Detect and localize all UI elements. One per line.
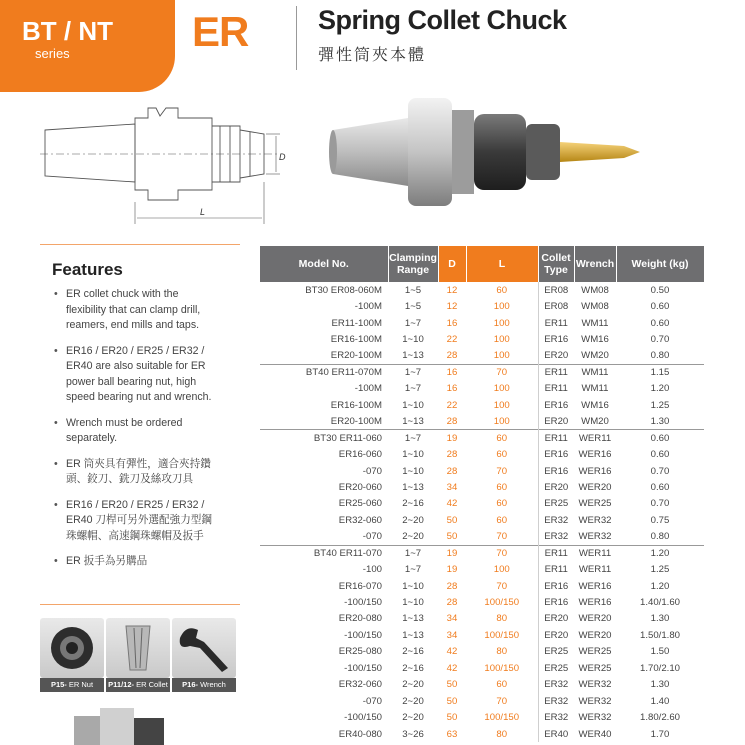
table-cell: 0.80 xyxy=(650,531,670,543)
feature-list xyxy=(52,287,237,580)
table-cell: 2~16 xyxy=(402,646,424,658)
table-cell: WER32 xyxy=(578,531,612,543)
table-cell: WER20 xyxy=(578,481,612,493)
table-cell: -100/150 xyxy=(344,662,382,674)
table-cell: ER25-080 xyxy=(338,646,382,658)
table-cell: 1~13 xyxy=(402,629,424,641)
accessory-wrench[interactable] xyxy=(172,618,236,694)
table-cell: 60 xyxy=(496,514,508,526)
table-row xyxy=(260,331,704,347)
accessory-er-nut[interactable] xyxy=(40,618,104,694)
table-cell: 1~10 xyxy=(402,399,424,411)
technical-drawing xyxy=(40,102,290,230)
table-cell: 1~7 xyxy=(404,383,422,395)
table-cell: 1.25 xyxy=(650,399,670,411)
table-cell: 70 xyxy=(466,545,538,561)
table-cell: ER08 xyxy=(538,298,574,314)
table-row xyxy=(260,381,704,397)
table-cell: -100/150 xyxy=(344,712,382,724)
table-cell: 50 xyxy=(446,531,458,543)
table-cell: ER16 xyxy=(538,397,574,413)
table-body xyxy=(260,282,704,742)
table-cell: ER32-060 xyxy=(338,514,382,526)
table-row xyxy=(260,430,704,446)
er-collet-image xyxy=(106,618,170,678)
table-row xyxy=(260,594,704,610)
table-cell: -100M xyxy=(354,383,382,395)
table-cell: ER16-060 xyxy=(338,449,382,461)
table-cell: ER16-100M xyxy=(330,334,382,346)
dimension-l-label: L xyxy=(200,207,206,217)
table-cell: 16 xyxy=(446,317,458,329)
table-cell: 2~16 xyxy=(402,498,424,510)
table-cell: -100/150 xyxy=(344,597,382,609)
table-cell: WER25 xyxy=(578,498,612,510)
accessory-er-collet[interactable] xyxy=(106,618,170,694)
table-cell: 28 xyxy=(446,597,458,609)
table-cell: ER16-100M xyxy=(330,399,382,411)
table-cell: 0.50 xyxy=(650,284,670,296)
page-title-chinese: 彈性筒夾本體 xyxy=(318,47,427,64)
table-cell: 1~5 xyxy=(404,284,422,296)
table-row xyxy=(260,512,704,528)
table-cell: WER11 xyxy=(578,564,612,576)
table-cell: 28 xyxy=(446,449,458,461)
table-row xyxy=(260,397,704,413)
table-row xyxy=(260,414,704,430)
wrench-image xyxy=(172,618,236,678)
table-cell: 0.60 xyxy=(616,430,704,446)
feature-item: • ER 扳手為另購品 xyxy=(52,554,237,570)
table-row xyxy=(260,315,704,331)
table-cell: WER16 xyxy=(578,580,612,592)
table-cell: ER11-100M xyxy=(331,317,382,329)
table-cell: 100 xyxy=(493,564,510,576)
table-cell: 0.75 xyxy=(650,514,670,526)
table-cell: 70 xyxy=(466,364,538,380)
table-row xyxy=(260,677,704,693)
table-cell: 1~13 xyxy=(402,613,424,625)
table-cell: ER32 xyxy=(538,693,574,709)
table-cell: 50 xyxy=(446,695,458,707)
table-cell: 16 xyxy=(446,383,458,395)
table-row xyxy=(260,726,704,742)
column-header: Weight (kg) xyxy=(616,246,704,282)
table-cell: 28 xyxy=(446,580,458,592)
table-cell: 100/150 xyxy=(484,712,520,724)
table-row xyxy=(260,709,704,725)
table-header-row xyxy=(260,246,704,282)
table-cell: 100/150 xyxy=(484,597,520,609)
table-cell: WM08 xyxy=(581,301,609,313)
table-cell: 2~20 xyxy=(402,679,424,691)
table-cell: ER32 xyxy=(538,512,574,528)
table-cell: 100/150 xyxy=(484,629,520,641)
table-cell: 0.60 xyxy=(650,301,670,313)
table-cell: 100 xyxy=(493,383,510,395)
table-cell: 1.20 xyxy=(650,580,670,592)
table-cell: 1~7 xyxy=(388,364,438,380)
table-row xyxy=(260,561,704,577)
table-cell: 1~10 xyxy=(402,334,424,346)
column-header: Collet Type xyxy=(538,246,574,282)
table-cell: 1.20 xyxy=(650,383,670,395)
table-cell: ER08 xyxy=(538,282,574,298)
table-cell: -070 xyxy=(362,531,382,543)
table-cell: 3~26 xyxy=(402,728,424,740)
table-cell: WM16 xyxy=(581,334,609,346)
table-cell: 2~20 xyxy=(402,531,424,543)
table-cell: 19 xyxy=(446,564,458,576)
table-cell: WER25 xyxy=(578,646,612,658)
table-cell: BT30 ER11-060 xyxy=(260,430,388,446)
table-cell: ER11 xyxy=(538,545,574,561)
table-cell: 1.70 xyxy=(650,728,670,740)
table-cell: 2~20 xyxy=(402,695,424,707)
table-cell: ER40 xyxy=(538,726,574,742)
table-cell: 1~10 xyxy=(402,449,424,461)
table-cell: WER25 xyxy=(578,662,612,674)
table-cell: 0.70 xyxy=(650,334,670,346)
table-cell: ER20-100M xyxy=(330,350,382,362)
table-cell: 1~13 xyxy=(402,481,424,493)
table-cell: 28 xyxy=(446,465,458,477)
table-cell: 60 xyxy=(496,284,508,296)
product-photo xyxy=(328,90,646,212)
table-cell: 0.70 xyxy=(650,498,670,510)
table-cell: 100 xyxy=(493,301,510,313)
table-cell: 28 xyxy=(446,415,458,427)
table-cell: 70 xyxy=(496,531,508,543)
table-row xyxy=(260,611,704,627)
dimension-d-label: D xyxy=(279,152,286,162)
table-row xyxy=(260,298,704,314)
table-cell: ER16-070 xyxy=(338,580,382,592)
table-cell: ER11 xyxy=(538,561,574,577)
table-row xyxy=(260,496,704,512)
table-cell: 60 xyxy=(466,430,538,446)
table-cell: -100 xyxy=(362,564,382,576)
table-cell: 50 xyxy=(446,514,458,526)
table-cell: WM11 xyxy=(574,364,616,380)
table-cell: ER20 xyxy=(538,611,574,627)
table-cell: ER20 xyxy=(538,627,574,643)
table-cell: ER40-080 xyxy=(338,728,382,740)
table-cell: ER20-100M xyxy=(330,415,382,427)
table-cell: 70 xyxy=(496,695,508,707)
table-cell: 34 xyxy=(446,629,458,641)
table-row xyxy=(260,282,704,298)
table-cell: 42 xyxy=(446,662,458,674)
table-cell: WM08 xyxy=(581,284,609,296)
table-cell: WER32 xyxy=(578,695,612,707)
table-cell: -070 xyxy=(362,695,382,707)
table-cell: WER20 xyxy=(578,613,612,625)
table-cell: WM20 xyxy=(581,350,609,362)
table-cell: 70 xyxy=(496,465,508,477)
table-cell: ER16 xyxy=(538,463,574,479)
table-cell: ER32-060 xyxy=(338,679,382,691)
table-cell: 50 xyxy=(446,679,458,691)
table-cell: 1.80/2.60 xyxy=(639,712,680,724)
table-cell: -100M xyxy=(354,301,382,313)
table-cell: 80 xyxy=(496,646,508,658)
table-cell: 1~7 xyxy=(388,545,438,561)
table-cell: WER11 xyxy=(574,430,616,446)
series-banner xyxy=(0,0,175,92)
table-cell: WER20 xyxy=(578,629,612,641)
column-header: Model No. xyxy=(260,246,388,282)
table-cell: ER20-080 xyxy=(338,613,382,625)
table-cell: 2~20 xyxy=(402,712,424,724)
er-nut-image xyxy=(40,618,104,678)
table-cell: ER16 xyxy=(538,446,574,462)
table-cell: 22 xyxy=(446,334,458,346)
table-cell: 1~10 xyxy=(402,580,424,592)
section-divider xyxy=(40,604,240,605)
table-row xyxy=(260,578,704,594)
section-divider xyxy=(40,244,240,245)
table-row xyxy=(260,693,704,709)
header-divider xyxy=(296,6,297,70)
product-code: ER xyxy=(192,8,249,55)
table-cell: 2~16 xyxy=(402,662,424,674)
table-cell: ER32 xyxy=(538,529,574,545)
table-cell: WER11 xyxy=(574,545,616,561)
table-row xyxy=(260,479,704,495)
column-header: L xyxy=(466,246,538,282)
table-cell: ER25-060 xyxy=(338,498,382,510)
table-cell: ER20 xyxy=(538,479,574,495)
table-row xyxy=(260,660,704,676)
table-row xyxy=(260,446,704,462)
feature-item: • ER16 / ER20 / ER25 / ER32 / ER40 are also suitable for ER power ball bearing nut, high speed bearing nut and wrench. xyxy=(52,344,237,406)
table-cell: 80 xyxy=(496,728,508,740)
table-cell: WM16 xyxy=(581,399,609,411)
table-cell: 60 xyxy=(496,481,508,493)
feature-item: • Wrench must be ordered separately. xyxy=(52,416,237,447)
table-cell: -100/150 xyxy=(344,629,382,641)
wrench-label: P16- Wrench xyxy=(172,678,236,692)
table-cell: 63 xyxy=(446,728,458,740)
table-cell: WER32 xyxy=(578,679,612,691)
table-cell: 0.60 xyxy=(650,317,670,329)
page-title: Spring Collet Chuck xyxy=(318,5,567,35)
table-cell: 19 xyxy=(438,430,466,446)
column-header: D xyxy=(438,246,466,282)
table-cell: WER16 xyxy=(578,465,612,477)
table-cell: 60 xyxy=(496,498,508,510)
table-cell: ER32 xyxy=(538,677,574,693)
table-row xyxy=(260,364,704,380)
table-cell: ER16 xyxy=(538,331,574,347)
bottom-product-photo xyxy=(60,708,180,745)
table-cell: ER11 xyxy=(538,430,574,446)
table-cell: ER16 xyxy=(538,594,574,610)
table-cell: 12 xyxy=(446,301,458,313)
table-cell: 60 xyxy=(496,679,508,691)
table-cell: ER11 xyxy=(538,315,574,331)
column-header: Clamping Range xyxy=(388,246,438,282)
table-cell: 80 xyxy=(496,613,508,625)
table-cell: -070 xyxy=(362,465,382,477)
table-cell: ER20 xyxy=(538,348,574,364)
table-cell: 0.70 xyxy=(650,465,670,477)
table-cell: WER32 xyxy=(578,712,612,724)
table-cell: 12 xyxy=(446,284,458,296)
table-cell: ER25 xyxy=(538,644,574,660)
table-cell: 42 xyxy=(446,498,458,510)
table-cell: 1.20 xyxy=(616,545,704,561)
table-cell: 50 xyxy=(446,712,458,724)
feature-item: • ER collet chuck with the flexibility that can clamp drill, reamers, end mills and taps. xyxy=(52,287,237,334)
er-collet-label: P11/12- ER Collet xyxy=(106,678,170,692)
table-cell: 1~10 xyxy=(402,465,424,477)
table-cell: 16 xyxy=(438,364,466,380)
table-cell: ER16 xyxy=(538,578,574,594)
table-cell: 0.80 xyxy=(650,350,670,362)
table-cell: WM11 xyxy=(581,383,609,395)
table-cell: 100 xyxy=(493,399,510,411)
table-row xyxy=(260,463,704,479)
table-cell: 100 xyxy=(493,334,510,346)
table-cell: 1.30 xyxy=(650,613,670,625)
table-cell: 1.30 xyxy=(650,415,670,427)
table-cell: 1~5 xyxy=(404,301,422,313)
table-cell: 1~10 xyxy=(402,597,424,609)
er-nut-label: P15- ER Nut xyxy=(40,678,104,692)
table-cell: 1.40 xyxy=(650,695,670,707)
table-cell: WER16 xyxy=(578,597,612,609)
feature-item: • ER 筒夾具有彈性，適合夾持鑽 頭、鉸刀、銑刀及絲攻刀具 xyxy=(52,457,237,488)
table-cell: ER32 xyxy=(538,709,574,725)
table-cell: 100 xyxy=(493,350,510,362)
series-title: BT / NT xyxy=(22,16,113,46)
table-cell: BT40 ER11-070M xyxy=(260,364,388,380)
table-row xyxy=(260,348,704,364)
table-cell: 1.25 xyxy=(650,564,670,576)
table-cell: 1.70/2.10 xyxy=(639,662,680,674)
table-cell: 1.30 xyxy=(650,679,670,691)
table-cell: ER20 xyxy=(538,414,574,430)
table-row xyxy=(260,529,704,545)
table-cell: 1~13 xyxy=(402,350,424,362)
table-cell: 42 xyxy=(446,646,458,658)
table-cell: 0.60 xyxy=(650,449,670,461)
table-cell: 1.15 xyxy=(616,364,704,380)
table-cell: BT30 ER08-060M xyxy=(305,284,382,296)
table-cell: 60 xyxy=(496,449,508,461)
table-cell: ER25 xyxy=(538,660,574,676)
table-cell: 100 xyxy=(493,317,510,329)
table-cell: ER25 xyxy=(538,496,574,512)
feature-item: • ER16 / ER20 / ER25 / ER32 / ER40 刀桿可另外選配強力型鋼 珠螺帽、高速鋼珠螺帽及扳手 xyxy=(52,498,237,545)
spec-table xyxy=(260,246,705,742)
table-cell: WER32 xyxy=(578,514,612,526)
table-cell: 2~20 xyxy=(402,514,424,526)
table-cell: WM20 xyxy=(581,415,609,427)
table-cell: 100 xyxy=(493,415,510,427)
table-cell: WM11 xyxy=(581,317,609,329)
table-cell: 22 xyxy=(446,399,458,411)
table-cell: 70 xyxy=(496,580,508,592)
table-cell: 1~7 xyxy=(404,317,422,329)
column-header: Wrench xyxy=(574,246,616,282)
features-title: Features xyxy=(52,260,123,279)
table-cell: 100/150 xyxy=(484,662,520,674)
table-cell: 34 xyxy=(446,613,458,625)
table-cell: 1~7 xyxy=(404,564,422,576)
table-cell: WER16 xyxy=(578,449,612,461)
table-cell: WER40 xyxy=(578,728,612,740)
table-row xyxy=(260,644,704,660)
table-row xyxy=(260,545,704,561)
table-row xyxy=(260,627,704,643)
table-cell: 1.50 xyxy=(650,646,670,658)
table-cell: 19 xyxy=(438,545,466,561)
table-cell: BT40 ER11-070 xyxy=(260,545,388,561)
table-cell: 0.60 xyxy=(650,481,670,493)
table-cell: 1.40/1.60 xyxy=(639,597,680,609)
table-cell: ER11 xyxy=(538,364,574,380)
table-cell: 1~13 xyxy=(402,415,424,427)
table-cell: ER11 xyxy=(538,381,574,397)
table-cell: 28 xyxy=(446,350,458,362)
table-cell: 1~7 xyxy=(388,430,438,446)
table-cell: 34 xyxy=(446,481,458,493)
series-subtitle: series xyxy=(35,46,70,61)
table-cell: 1.50/1.80 xyxy=(639,629,680,641)
table-cell: ER20-060 xyxy=(338,481,382,493)
